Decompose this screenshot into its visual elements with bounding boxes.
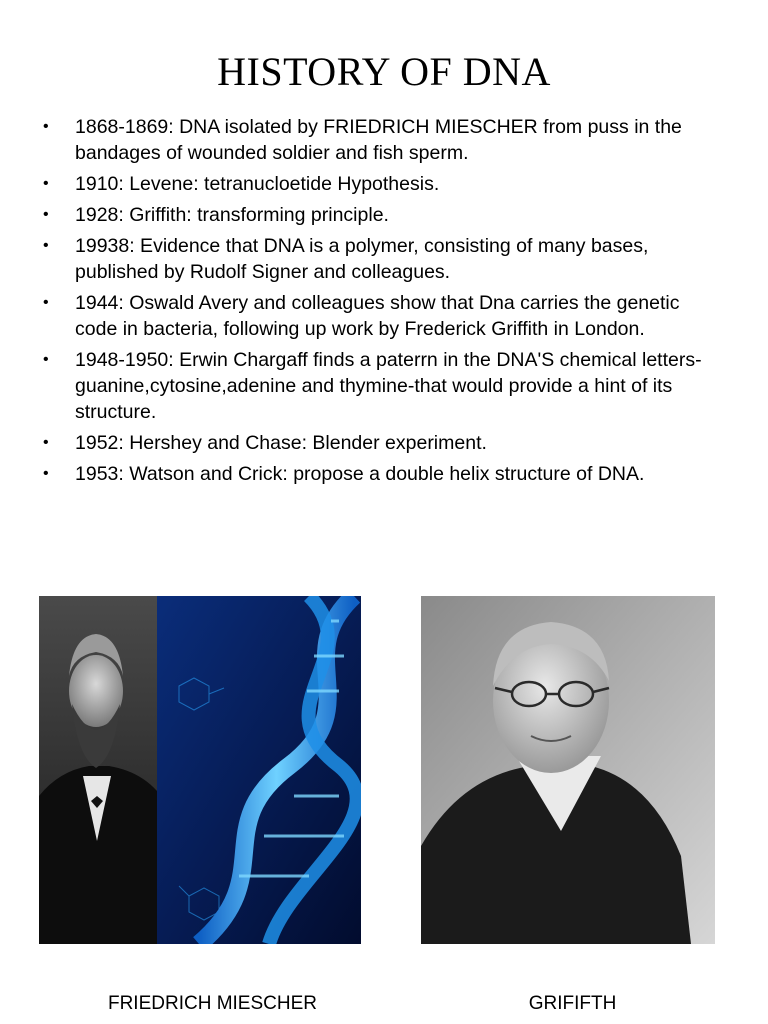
bullet-marker: • bbox=[43, 237, 49, 254]
caption-left: FRIEDRICH MIESCHER bbox=[107, 993, 317, 1014]
list-item-text: 1953: Watson and Crick: propose a double helix structure of DNA. bbox=[75, 463, 645, 485]
caption-right: GRIFIFTH bbox=[528, 993, 617, 1014]
list-item-text: 19938: Evidence that DNA is a polymer, consisting of many bases, published by Rudolf Signer and colleagues. bbox=[75, 235, 649, 283]
list-item bbox=[40, 347, 720, 425]
bullet-marker: • bbox=[43, 206, 49, 223]
griffith-portrait-image bbox=[421, 596, 715, 944]
bullet-marker: • bbox=[43, 465, 49, 482]
bullet-marker: • bbox=[43, 118, 49, 135]
bullet-marker: • bbox=[43, 294, 49, 311]
history-list bbox=[40, 114, 720, 492]
bullet-marker: • bbox=[43, 351, 49, 368]
list-item-text: 1868-1869: DNA isolated by FRIEDRICH MIESCHER from puss in the bandages of wounded soldier and fish sperm. bbox=[75, 116, 682, 164]
list-item bbox=[40, 171, 720, 197]
list-item-text: 1928: Griffith: transforming principle. bbox=[75, 204, 389, 226]
list-item bbox=[40, 114, 720, 166]
list-item bbox=[40, 202, 720, 228]
list-item-text: 1944: Oswald Avery and colleagues show that Dna carries the genetic code in bacteria, following up work by Frederick Griffith in London. bbox=[75, 292, 680, 340]
list-item bbox=[40, 430, 720, 456]
miescher-dna-image bbox=[39, 596, 361, 944]
list-item bbox=[40, 461, 720, 487]
griffith-portrait-illustration bbox=[421, 596, 715, 944]
list-item bbox=[40, 233, 720, 285]
list-item bbox=[40, 290, 720, 342]
list-item-text: 1948-1950: Erwin Chargaff finds a paterrn in the DNA'S chemical letters-guanine,cytosine,adenine and thymine-that would provide a hint of its structure. bbox=[75, 349, 702, 423]
list-item-text: 1952: Hershey and Chase: Blender experiment. bbox=[75, 432, 487, 454]
miescher-dna-illustration bbox=[39, 596, 361, 944]
bullet-marker: • bbox=[43, 434, 49, 451]
list-item-text: 1910: Levene: tetranucloetide Hypothesis. bbox=[75, 173, 440, 195]
page-title: HISTORY OF DNA bbox=[217, 49, 551, 94]
bullet-marker: • bbox=[43, 175, 49, 192]
